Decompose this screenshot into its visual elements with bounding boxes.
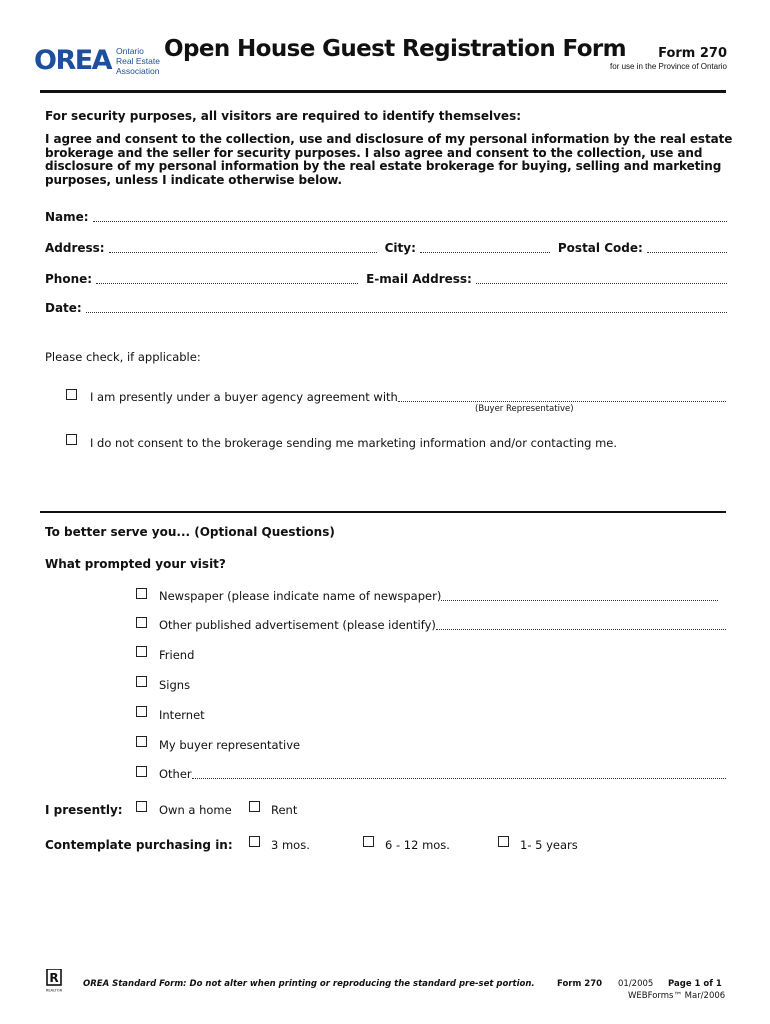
svg-text:R: R: [49, 971, 59, 985]
presently-label: I presently:: [45, 803, 123, 817]
name-field[interactable]: [93, 210, 727, 222]
friend-label: Friend: [159, 648, 195, 662]
address-row: [45, 239, 727, 255]
address-field[interactable]: [109, 241, 377, 253]
footer-date: 01/2005: [618, 979, 654, 989]
orea-logo: [34, 44, 164, 80]
own-home-checkbox[interactable]: [136, 801, 147, 812]
date-label: Date:: [45, 301, 82, 315]
realtor-r-icon: [44, 969, 64, 993]
no-consent-checkbox[interactable]: [66, 434, 77, 445]
email-field[interactable]: [476, 272, 727, 284]
section-divider: [40, 511, 726, 513]
newspaper-checkbox[interactable]: [136, 588, 147, 599]
logo-text-line: Association: [116, 66, 160, 76]
name-row: [45, 208, 727, 224]
buyer-rep-field[interactable]: [398, 390, 726, 402]
phone-label: Phone:: [45, 272, 93, 286]
logo-text-line: Ontario: [116, 46, 144, 56]
signs-checkbox[interactable]: [136, 676, 147, 687]
internet-label: Internet: [159, 708, 205, 722]
six-twelve-mos-checkbox[interactable]: [363, 836, 374, 847]
newspaper-label: Newspaper (please indicate name of newspaper): [159, 589, 442, 603]
date-row: [45, 299, 727, 315]
buyer-agency-checkbox[interactable]: [66, 389, 77, 400]
friend-checkbox[interactable]: [136, 646, 147, 657]
other-published-checkbox[interactable]: [136, 617, 147, 628]
other-field[interactable]: [192, 767, 726, 779]
phone-field[interactable]: [96, 272, 358, 284]
please-check-text: Please check, if applicable:: [45, 350, 201, 364]
other-published-line: [159, 618, 726, 632]
other-published-field[interactable]: [436, 618, 726, 630]
phone-row: [45, 270, 727, 286]
footer-form-number: Form 270: [557, 979, 603, 989]
realtor-logo-icon: [44, 969, 64, 991]
footer-standard-form: OREA Standard Form: Do not alter when printing or reproducing the standard pre-set portion.: [83, 979, 535, 989]
footer-webforms: WEBForms™ Mar/2006: [628, 991, 726, 1001]
buyer-rep-caption: (Buyer Representative): [475, 404, 574, 414]
other-label: Other: [159, 767, 192, 781]
signs-label: Signs: [159, 678, 191, 692]
logo-mark: OREA: [34, 45, 112, 76]
logo-text: [116, 46, 160, 76]
rent-label: Rent: [271, 803, 298, 817]
buyer-agency-label: I am presently under a buyer agency agreement with: [90, 390, 398, 404]
city-field[interactable]: [420, 241, 550, 253]
newspaper-line: [159, 589, 718, 603]
postal-code-field[interactable]: [647, 241, 727, 253]
buyer-representative-label: My buyer representative: [159, 738, 301, 752]
other-published-label: Other published advertisement (please identify): [159, 618, 436, 632]
internet-checkbox[interactable]: [136, 706, 147, 717]
own-home-label: Own a home: [159, 803, 232, 817]
svg-text:REALTOR: REALTOR: [45, 988, 63, 993]
no-consent-label: I do not consent to the brokerage sending me marketing information and/or contacting me.: [90, 436, 618, 450]
optional-heading: To better serve you... (Optional Questions): [45, 525, 335, 539]
one-five-years-checkbox[interactable]: [498, 836, 509, 847]
email-label: E-mail Address:: [366, 272, 472, 286]
city-label: City:: [384, 241, 416, 255]
buyer-agency-line: [90, 390, 726, 404]
postal-code-label: Postal Code:: [557, 241, 643, 255]
name-label: Name:: [45, 210, 89, 224]
rent-checkbox[interactable]: [249, 801, 260, 812]
prompted-heading: What prompted your visit?: [45, 557, 226, 571]
footer-page: Page 1 of 1: [668, 979, 722, 989]
other-line: [159, 767, 726, 781]
three-mos-checkbox[interactable]: [249, 836, 260, 847]
logo-text-line: Real Estate: [116, 56, 160, 66]
one-five-years-label: 1- 5 years: [520, 838, 578, 852]
page-title: Open House Guest Registration Form: [164, 36, 627, 62]
three-mos-label: 3 mos.: [271, 838, 310, 852]
address-label: Address:: [45, 241, 105, 255]
consent-text: I agree and consent to the collection, use and disclosure of my personal information by the real estate brokerage and the seller for security purposes. I also agree and consent to the collection, use and disclosure of my personal information by the real estate brokerage for buying, selling and marketing purposes, unless I indicate otherwise below.: [45, 132, 733, 187]
province-note: for use in the Province of Ontario: [610, 62, 727, 71]
buyer-representative-checkbox[interactable]: [136, 736, 147, 747]
date-field[interactable]: [86, 301, 727, 313]
header-divider: [40, 90, 726, 93]
newspaper-field[interactable]: [441, 589, 718, 601]
contemplate-label: Contemplate purchasing in:: [45, 838, 233, 852]
other-checkbox[interactable]: [136, 766, 147, 777]
form-number: Form 270: [658, 46, 727, 61]
six-twelve-mos-label: 6 - 12 mos.: [385, 838, 450, 852]
security-heading: For security purposes, all visitors are required to identify themselves:: [45, 109, 522, 123]
